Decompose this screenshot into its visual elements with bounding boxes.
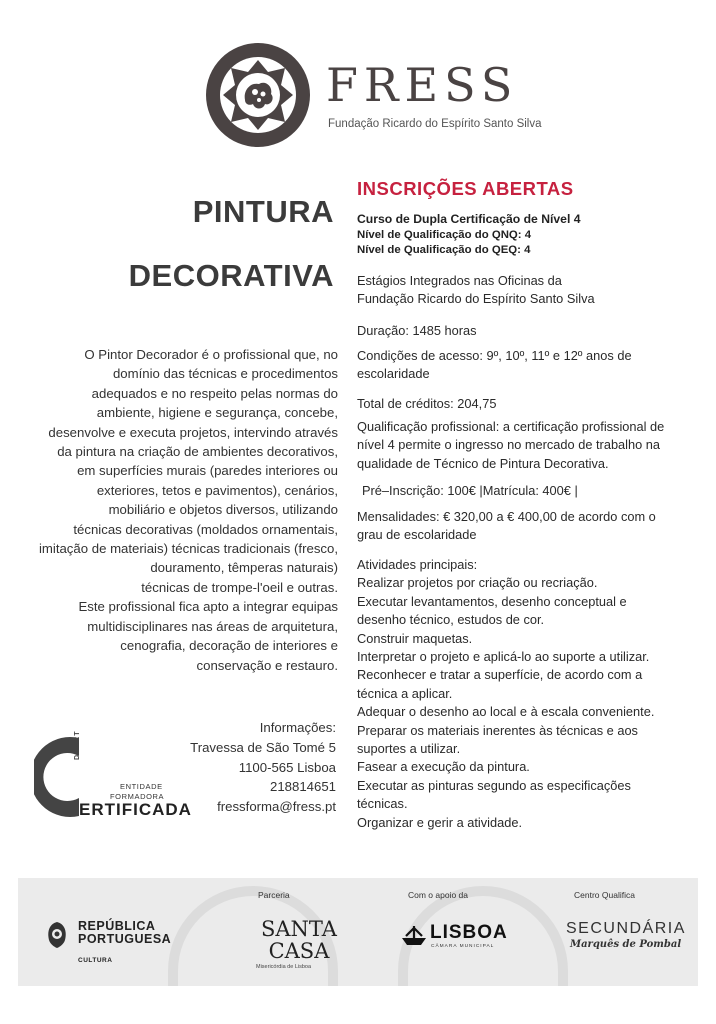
rp-line-1: REPÚBLICA	[78, 919, 156, 933]
sponsors-footer	[18, 878, 698, 986]
monthly-fees: Mensalidades: € 320,00 a € 400,00 de acordo com o grau de escolaridade	[357, 509, 656, 543]
brand-subtitle: Fundação Ricardo do Espírito Santo Silva	[328, 118, 542, 130]
cert-line-3: ERTIFICADA	[79, 800, 192, 819]
total-credits: Total de créditos: 204,75	[357, 396, 497, 411]
description-paragraph-2	[18, 597, 338, 675]
course-title-line-2: DECORATIVA	[128, 258, 334, 293]
contact-street: Travessa de São Tomé 5	[190, 739, 336, 755]
secundaria-logo: SECUNDÁRIA	[566, 920, 686, 937]
cert-line-2: FORMADORA	[110, 792, 165, 801]
republica-portuguesa-emblem-icon	[44, 920, 70, 950]
access-conditions: Condições de acesso: 9º, 10º, 11º e 12º anos de escolaridade	[357, 348, 632, 382]
activity-item: Construir maquetas.	[357, 630, 473, 646]
registrations-open-heading: INSCRIÇÕES ABERTAS	[357, 178, 574, 199]
contact-email[interactable]: fressforma@fress.pt	[217, 799, 336, 815]
activity-item: Realizar projetos por criação ou recriação.	[357, 575, 598, 591]
activity-item: Fasear a execução da pintura.	[357, 759, 530, 775]
desc-line: técnicas decorativas (moldados ornamentais,	[73, 521, 338, 537]
cert-line-1: ENTIDADE	[120, 782, 163, 791]
santa-casa-logo	[261, 918, 337, 962]
activity-item: Organizar e gerir a atividade.	[357, 814, 523, 830]
contact-heading: Informações:	[259, 720, 336, 735]
course-description	[18, 345, 338, 675]
rp-culture-label: CULTURA	[78, 957, 113, 964]
desc-line: domínio das técnicas e procedimentos	[112, 366, 338, 382]
desc-line: ambiente, higiene e segurança, concebe,	[96, 405, 338, 421]
contact-postal: 1100-565 Lisboa	[238, 759, 336, 775]
activity-item: Adequar o desenho ao local e à escala conveniente.	[357, 704, 655, 720]
activity-item: Executar levantamentos, desenho conceptual e desenho técnico, estudos de cor.	[357, 593, 627, 628]
internship-line: Fundação Ricardo do Espírito Santo Silva	[357, 291, 595, 307]
activities-heading: Atividades principais:	[357, 557, 478, 572]
course-levels	[357, 212, 581, 259]
desc-line: Este profissional fica apto a integrar equipas	[78, 599, 338, 615]
secundaria-subtitle: Marquês de Pombal	[570, 939, 682, 950]
desc-line: multidisciplinares nas áreas de arquitetura,	[87, 618, 338, 634]
center-caption: Centro Qualifica	[574, 890, 635, 900]
partner-caption: Parceria	[258, 890, 290, 900]
desc-line: cenografia, decoração de interiores e	[120, 638, 338, 654]
desc-line: adequados e no respeito pelas normas do	[91, 385, 338, 401]
desc-line: imitação de materiais) técnicas tradicionais (fresco,	[38, 541, 338, 557]
activity-item: Executar as pinturas segundo as especificações técnicas.	[357, 777, 631, 812]
main-activities	[357, 556, 677, 832]
brand-name: FRESS	[326, 58, 519, 112]
lisboa-subtitle: CÂMARA MUNICIPAL	[431, 944, 495, 949]
desc-line: conservação e restauro.	[196, 657, 338, 673]
course-type: Curso de Dupla Certificação de Nível 4	[357, 212, 581, 226]
support-caption: Com o apoio da	[408, 890, 469, 900]
santa-casa-subtitle: Misericórdia de Lisboa	[256, 964, 312, 970]
registration-fees: Pré–Inscrição: 100€ |Matrícula: 400€ |	[362, 483, 578, 498]
santa-casa-line-2: CASA	[268, 939, 330, 963]
qnq-level: Nível de Qualificação do QNQ: 4	[357, 228, 532, 241]
lisboa-logo: LISBOA	[430, 922, 508, 943]
dgert-label: DGERT	[74, 730, 81, 760]
contact-info	[190, 718, 336, 817]
internship-line: Estágios Integrados nas Oficinas da	[357, 273, 562, 288]
rp-line-2: PORTUGUESA	[78, 932, 172, 946]
desc-line: em superfícies murais (paredes interiores ou	[77, 463, 338, 479]
dgert-certification-badge	[34, 730, 192, 822]
desc-line: mobiliário e objetos diversos, utilizando	[108, 502, 338, 518]
desc-line: douramento, têmperas naturais)	[150, 560, 338, 576]
activity-item: Interpretar o projeto e aplicá-lo ao suporte a utilizar.	[357, 649, 650, 665]
course-duration: Duração: 1485 horas	[357, 323, 477, 338]
qeq-level: Nível de Qualificação do QEQ: 4	[357, 244, 531, 256]
desc-line: desenvolve e executa projetos, intervindo através	[48, 424, 338, 440]
desc-line: técnicas de trompe-l'oeil e outras.	[141, 579, 338, 595]
lisboa-ship-icon	[400, 924, 428, 948]
santa-casa-line-1: SANTA	[261, 917, 337, 941]
internship-info	[357, 272, 677, 309]
contact-phone[interactable]: 218814651	[269, 779, 336, 795]
fress-logo-icon	[205, 42, 311, 148]
activity-item: Preparar os materiais inerentes às técnicas e aos suportes a utilizar.	[357, 722, 638, 757]
description-paragraph-1	[18, 345, 338, 597]
desc-line: exteriores, tetos e pavimentos), cenários,	[96, 482, 338, 498]
desc-line: O Pintor Decorador é o profissional que, no	[84, 347, 338, 362]
desc-line: da pintura na criação de ambientes decorativos,	[57, 444, 338, 460]
professional-qualification: Qualificação profissional: a certificação profissional de nível 4 permite o ingresso no mercado de trabalho na qualidade de Técnico de Pintura Decorativa.	[357, 419, 665, 471]
course-title-line-1: PINTURA	[192, 194, 334, 229]
activity-item: Reconhecer e tratar a superfície, de acordo com a técnica a aplicar.	[357, 667, 643, 701]
republica-portuguesa-logo	[78, 920, 171, 946]
